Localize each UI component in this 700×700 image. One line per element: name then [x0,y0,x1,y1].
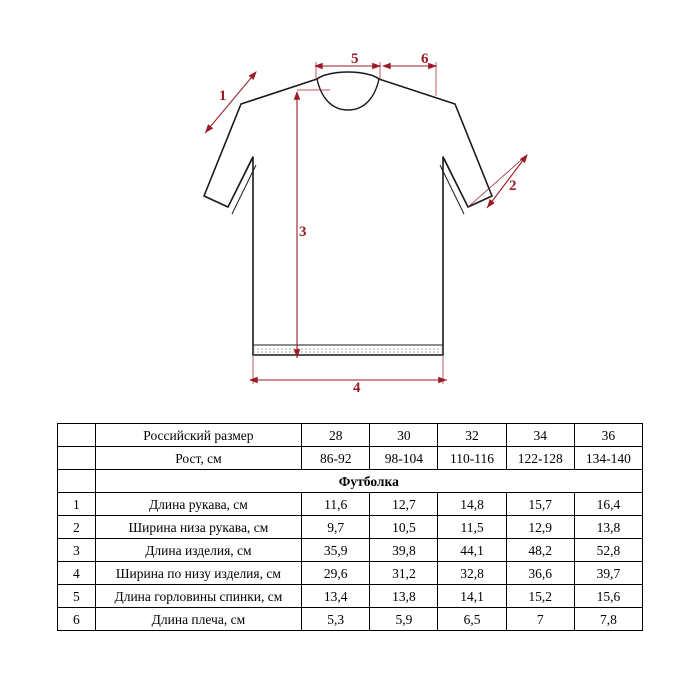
size-table-container [57,423,643,631]
row-value: 11,6 [302,493,370,516]
row-name: Длина плеча, см [95,608,302,631]
header-height-4: 134-140 [574,447,642,470]
row-num: 3 [58,539,96,562]
row-name: Длина рукава, см [95,493,302,516]
table-row-header-height [58,447,643,470]
row-name: Длина изделия, см [95,539,302,562]
table-row [58,539,643,562]
row-value: 15,2 [506,585,574,608]
cell-blank [58,424,96,447]
row-value: 12,7 [370,493,438,516]
cell-blank [58,470,96,493]
row-num: 5 [58,585,96,608]
callout-label-1: 1 [219,88,227,104]
row-value: 10,5 [370,516,438,539]
row-value: 9,7 [302,516,370,539]
callout-label-5: 5 [351,51,359,67]
row-value: 39,8 [370,539,438,562]
row-value: 15,6 [574,585,642,608]
row-value: 31,2 [370,562,438,585]
table-row [58,608,643,631]
row-value: 13,4 [302,585,370,608]
row-value: 32,8 [438,562,506,585]
header-size-3: 34 [506,424,574,447]
table-row-section-title [58,470,643,493]
header-size-4: 36 [574,424,642,447]
row-value: 14,1 [438,585,506,608]
row-value: 39,7 [574,562,642,585]
table-row [58,516,643,539]
row-value: 5,3 [302,608,370,631]
row-value: 35,9 [302,539,370,562]
size-table [57,423,643,631]
table-row [58,493,643,516]
tshirt-outline [204,72,492,355]
row-value: 16,4 [574,493,642,516]
row-name: Длина горловины спинки, см [95,585,302,608]
row-value: 7 [506,608,574,631]
row-value: 13,8 [574,516,642,539]
table-row [58,562,643,585]
row-value: 44,1 [438,539,506,562]
cell-blank [58,447,96,470]
header-height-0: 86-92 [302,447,370,470]
callout-label-4: 4 [353,380,361,396]
table-row [58,585,643,608]
row-value: 52,8 [574,539,642,562]
row-value: 5,9 [370,608,438,631]
header-size-2: 32 [438,424,506,447]
section-title: Футболка [95,470,642,493]
table-row-header-size [58,424,643,447]
row-name: Ширина низа рукава, см [95,516,302,539]
row-value: 11,5 [438,516,506,539]
row-value: 48,2 [506,539,574,562]
callout-label-6: 6 [421,51,429,67]
row-value: 29,6 [302,562,370,585]
callout-label-2: 2 [509,178,517,194]
header-height-2: 110-116 [438,447,506,470]
header-size-0: 28 [302,424,370,447]
row-name: Ширина по низу изделия, см [95,562,302,585]
header-height-1: 98-104 [370,447,438,470]
row-value: 14,8 [438,493,506,516]
row-num: 6 [58,608,96,631]
row-value: 15,7 [506,493,574,516]
row-value: 6,5 [438,608,506,631]
row-num: 4 [58,562,96,585]
row-value: 36,6 [506,562,574,585]
header-size-1: 30 [370,424,438,447]
row-num: 1 [58,493,96,516]
callout-label-3: 3 [299,224,307,240]
header-height-3: 122-128 [506,447,574,470]
row-value: 13,8 [370,585,438,608]
row-value: 12,9 [506,516,574,539]
header-label-height: Рост, см [95,447,302,470]
row-value: 7,8 [574,608,642,631]
row-num: 2 [58,516,96,539]
header-label-size: Российский размер [95,424,302,447]
